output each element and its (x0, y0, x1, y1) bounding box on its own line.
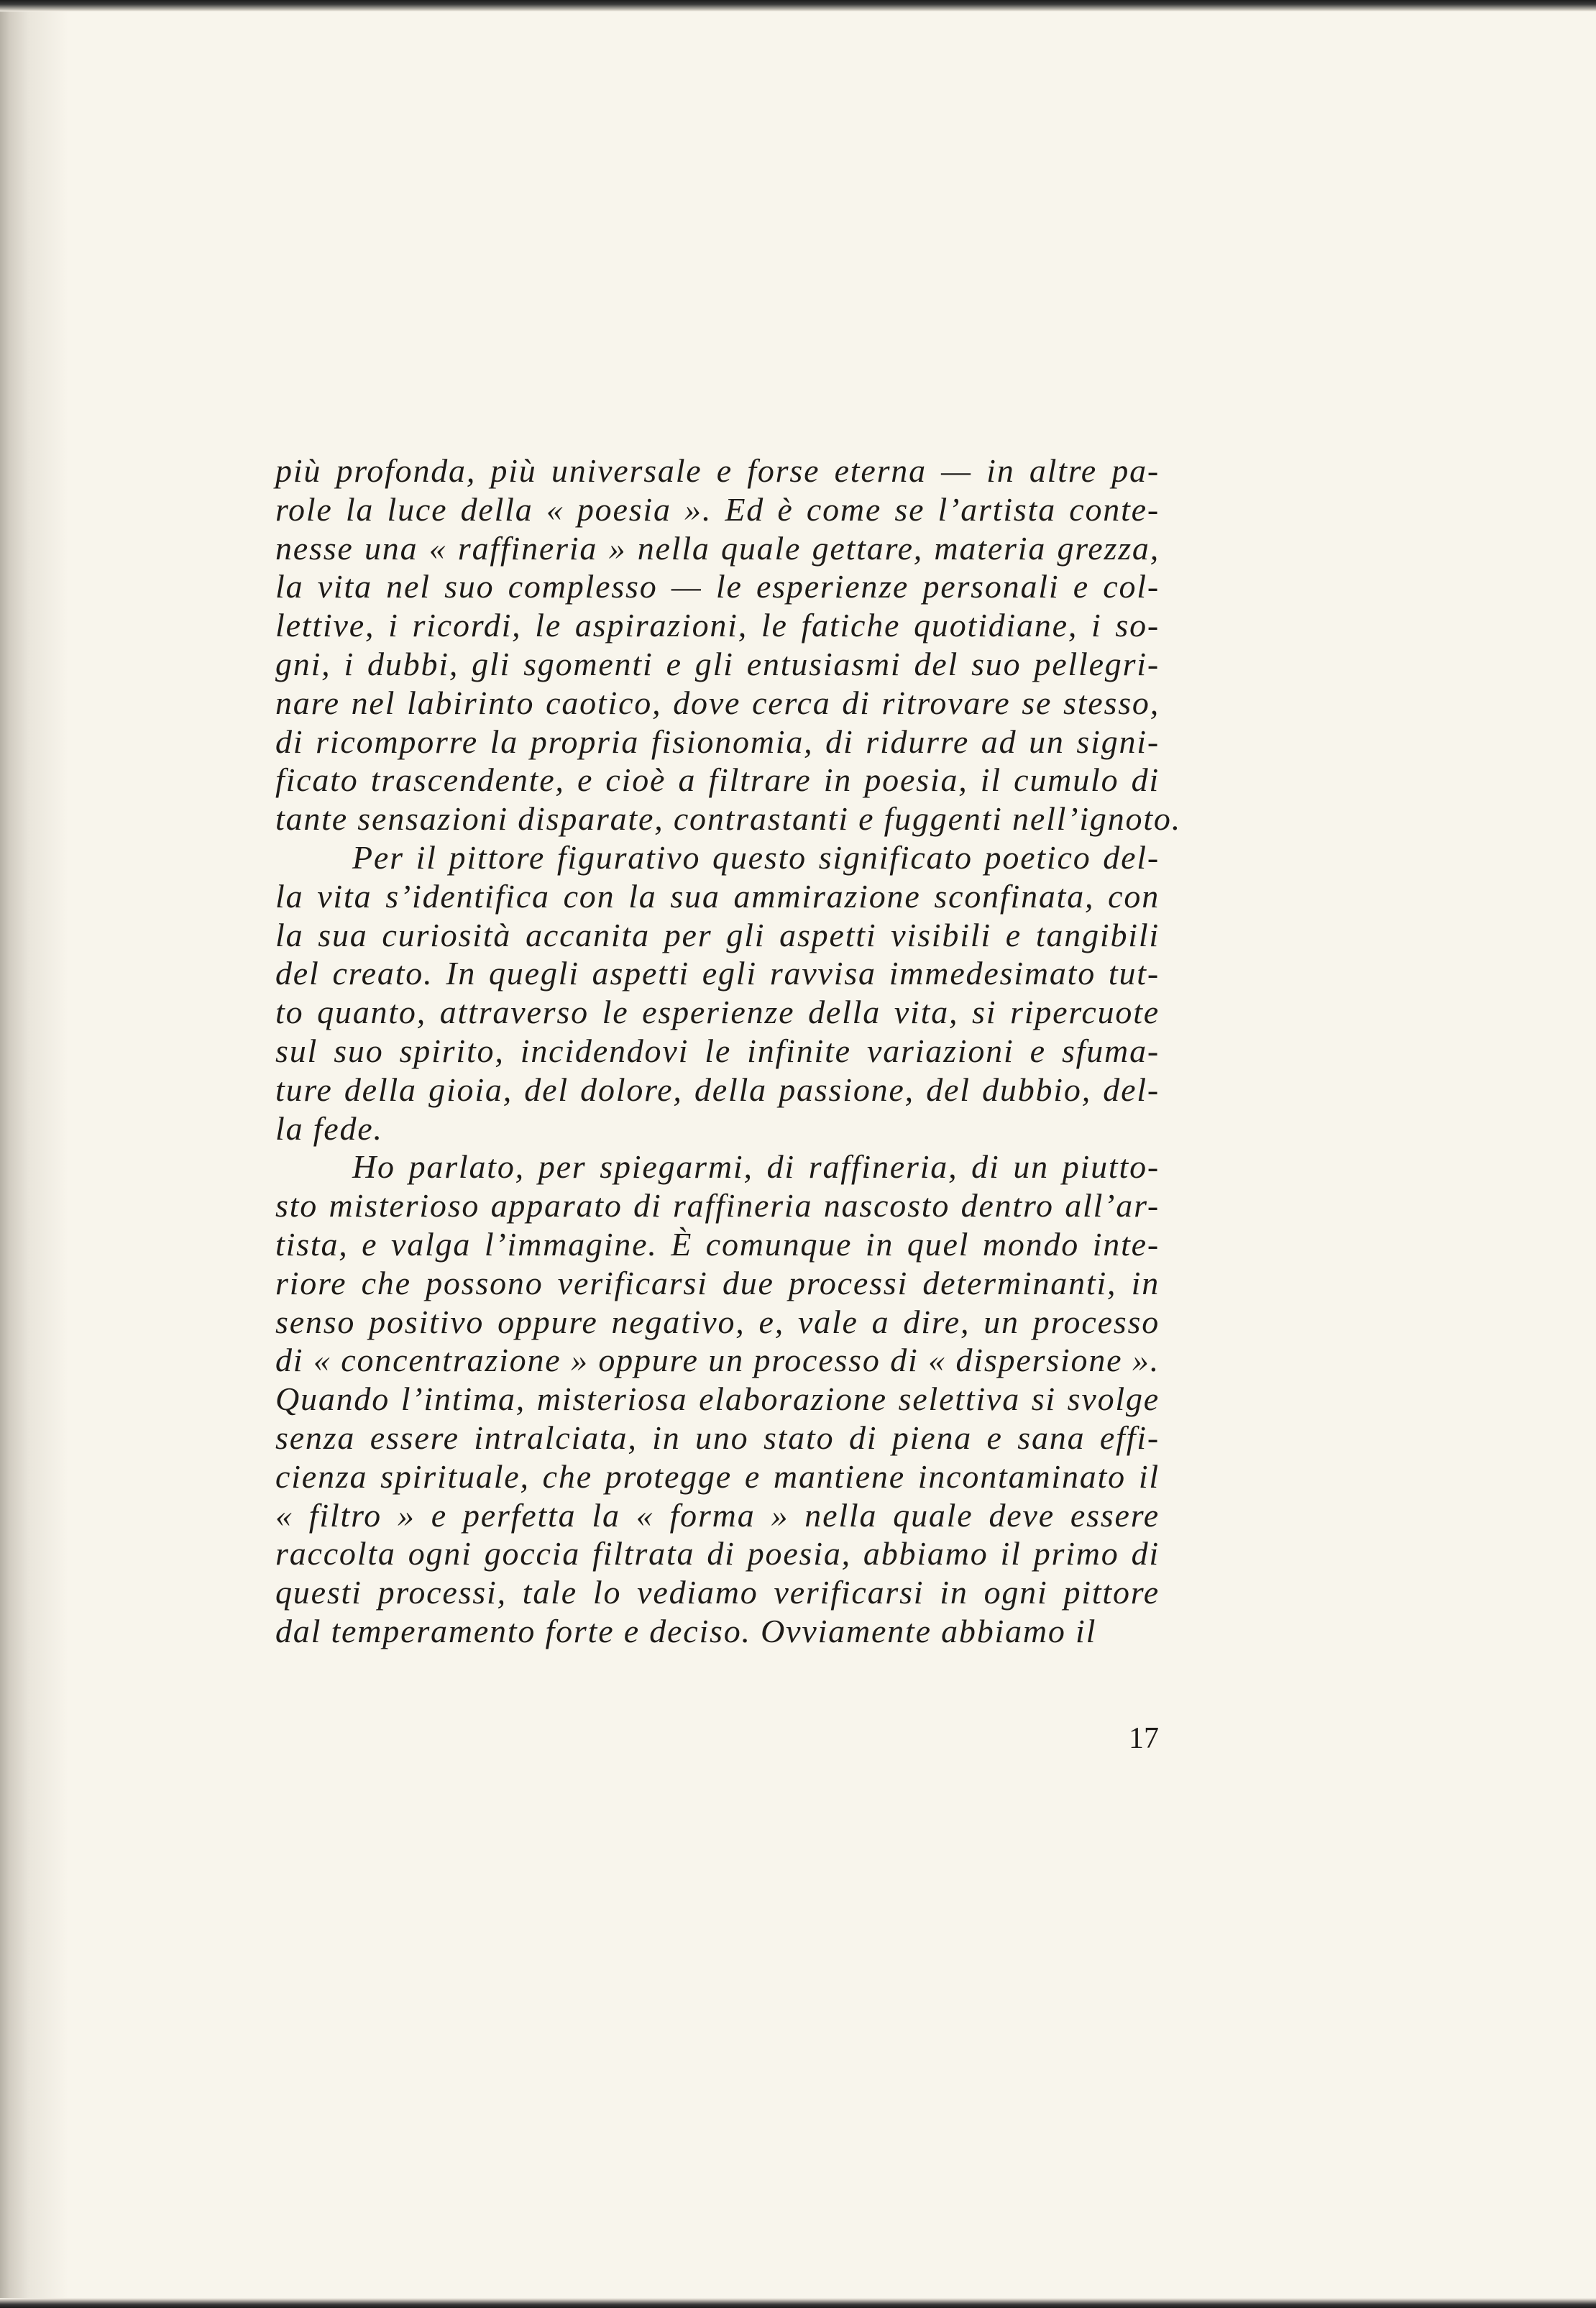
text-line: nesse una « raffineria » nella quale gettare, materia grezza, (275, 529, 1160, 567)
text-line: senso positivo oppure negativo, e, vale a dire, un processo (275, 1303, 1160, 1340)
text-line: Ho parlato, per spiegarmi, di raffineria, di un piutto- (352, 1148, 1160, 1186)
text-line: role la luce della « poesia ». Ed è come se l’artista conte- (275, 490, 1160, 528)
body-text (275, 452, 1182, 1651)
text-line: la sua curiosità accanita per gli aspetti visibili e tangibili (275, 916, 1160, 953)
text-line: di « concentrazione » oppure un processo di « dispersione ». (275, 1342, 1160, 1379)
text-line: la fede. (275, 1109, 383, 1147)
page-number: 17 (1129, 1722, 1159, 1755)
text-line: la vita nel suo complesso — le esperienze personali e col- (275, 568, 1160, 605)
page-top-edge (0, 0, 1596, 12)
text-line: Quando l’intima, misteriosa elaborazione selettiva si svolge (275, 1380, 1160, 1418)
paragraph (275, 452, 1182, 838)
text-line: riore che possono verificarsi due processi determinanti, in (275, 1264, 1160, 1301)
text-line: dal temperamento forte e deciso. Ovviamente abbiamo il (275, 1612, 1097, 1649)
text-line: gni, i dubbi, gli sgomenti e gli entusiasmi del suo pellegri- (275, 645, 1160, 682)
text-line: to quanto, attraverso le esperienze della vita, si ripercuote (275, 994, 1160, 1031)
text-line: raccolta ogni goccia filtrata di poesia, abbiamo il primo di (275, 1535, 1160, 1572)
text-line: tista, e valga l’immagine. È comunque in quel mondo inte- (275, 1225, 1160, 1263)
paragraph (275, 1148, 1160, 1650)
text-line: cienza spirituale, che protegge e mantiene incontaminato il (275, 1457, 1160, 1495)
binding-gutter-shadow (0, 0, 68, 2308)
text-line: « filtro » e perfetta la « forma » nella quale deve essere (275, 1496, 1160, 1534)
text-line: del creato. In quegli aspetti egli ravvisa immedesimato tut- (275, 955, 1160, 992)
text-line: nare nel labirinto caotico, dove cerca di ritrovare se stesso, (275, 684, 1160, 721)
text-line: di ricomporre la propria fisionomia, di ridurre ad un signi- (275, 723, 1160, 760)
text-line: ficato trascendente, e cioè a filtrare in poesia, il cumulo di (275, 761, 1160, 799)
paragraph (275, 838, 1160, 1148)
text-line: sul suo spirito, incidendovi le infinite variazioni e sfuma- (275, 1032, 1160, 1069)
text-line: lettive, i ricordi, le aspirazioni, le fatiche quotidiane, i so- (275, 607, 1160, 644)
text-line: la vita s’identifica con la sua ammirazione sconfinata, con (275, 877, 1160, 915)
text-line: sto misterioso apparato di raffineria nascosto dentro all’ar- (275, 1187, 1160, 1224)
text-line: questi processi, tale lo vediamo verificarsi in ogni pittore (275, 1574, 1160, 1611)
text-line: ture della gioia, del dolore, della passione, del dubbio, del- (275, 1071, 1160, 1108)
text-line: Per il pittore figurativo questo significato poetico del- (352, 838, 1160, 876)
text-line: più profonda, più universale e forse eterna — in altre pa- (275, 452, 1160, 489)
text-line: tante sensazioni disparate, contrastanti e fuggenti nell’ignoto. (275, 800, 1182, 838)
page-bottom-edge (0, 2298, 1596, 2308)
text-line: senza essere intralciata, in uno stato di piena e sana effi- (275, 1419, 1160, 1456)
